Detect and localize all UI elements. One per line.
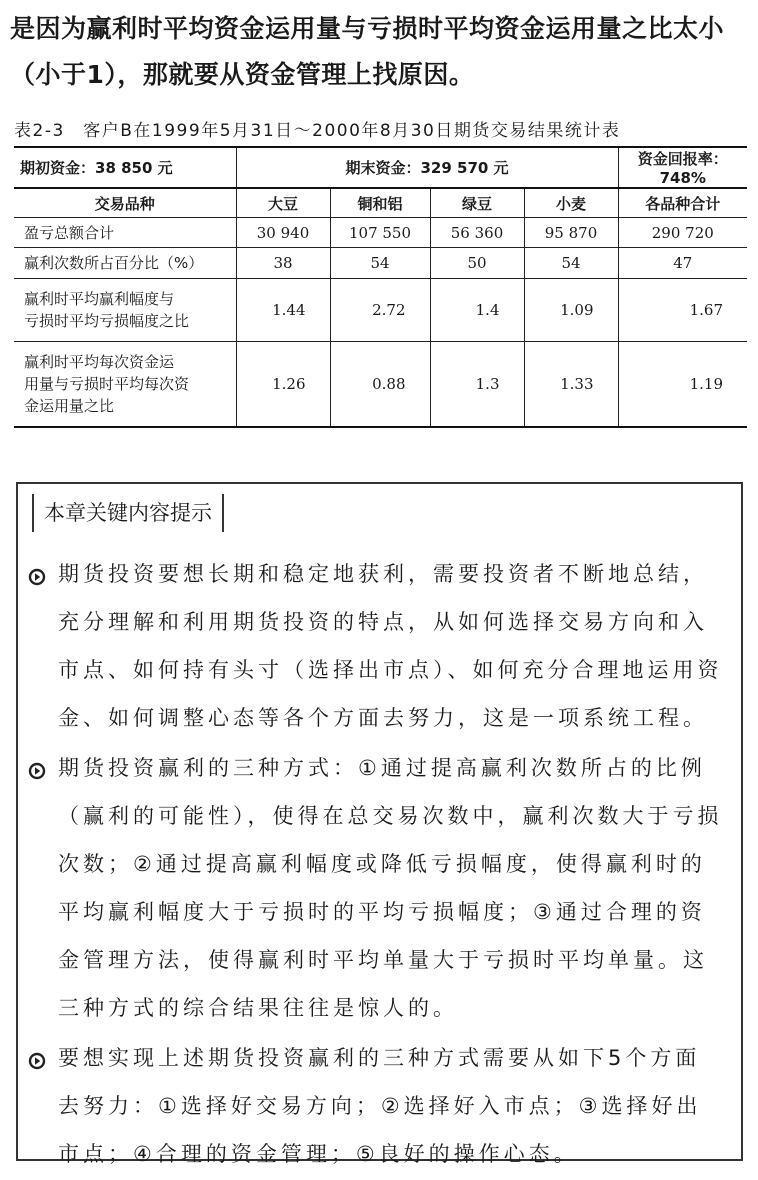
final-capital: 期末资金：329 570 元 — [236, 147, 618, 188]
row-label-line: 金运用量之比 — [24, 397, 115, 415]
return-rate: 资金回报率：748% — [618, 147, 747, 188]
row-label-line: 亏损时平均亏损幅度之比 — [24, 312, 190, 330]
circle-arrow-bullet-icon — [28, 568, 46, 586]
table-row — [14, 279, 747, 342]
key-point-line: 要想实现上述期货投资赢利的三种方式需要从如下5个方面 — [58, 1046, 701, 1070]
key-point-item — [28, 1034, 733, 1178]
table-caption: 表2-3 客户B在1999年5月31日～2000年8月30日期货交易结果统计表 — [14, 121, 621, 141]
table-cell: 95 870 — [524, 218, 618, 248]
initial-capital: 期初资金：38 850 元 — [14, 147, 236, 188]
table-cell: 50 — [430, 248, 524, 279]
table-cell: 290 720 — [618, 218, 747, 248]
table-header-row — [14, 147, 747, 188]
row-label: 盈亏总额合计 — [14, 218, 236, 248]
circle-arrow-bullet-icon — [28, 1052, 46, 1070]
row-label-line: 赢利时平均每次资金运 — [24, 353, 175, 371]
column-header: 小麦 — [524, 188, 618, 218]
key-point-line: 金、如何调整心态等各个方面去努力，这是一项系统工程。 — [58, 706, 708, 730]
table-cell: 56 360 — [430, 218, 524, 248]
intro-paragraph — [10, 6, 750, 98]
table-cell: 1.33 — [524, 342, 618, 428]
key-point-line: 期货投资赢利的三种方式：①通过提高赢利次数所占的比例 — [58, 756, 706, 780]
row-label-line: 赢利时平均赢利幅度与 — [24, 290, 175, 308]
circle-arrow-bullet-icon — [28, 762, 46, 780]
table-cell: 1.67 — [618, 279, 747, 342]
table-cell: 107 550 — [330, 218, 430, 248]
table-row — [14, 248, 747, 279]
table-cell: 1.09 — [524, 279, 618, 342]
table-cell: 2.72 — [330, 279, 430, 342]
intro-line-2: （小于1），那就要从资金管理上找原因。 — [10, 60, 475, 89]
key-point-item — [28, 744, 733, 1032]
column-header: 大豆 — [236, 188, 330, 218]
table-row — [14, 342, 747, 428]
table-cell: 1.19 — [618, 342, 747, 428]
key-point-line: 充分理解和利用期货投资的特点，从如何选择交易方向和入 — [58, 610, 708, 634]
key-points-title: 本章关键内容提示 — [32, 494, 224, 532]
table-cell: 1.4 — [430, 279, 524, 342]
table-cell: 54 — [330, 248, 430, 279]
key-point-line: 市点；④合理的资金管理；⑤良好的操作心态。 — [58, 1142, 579, 1166]
key-point-line: 市点、如何持有头寸（选择出市点）、如何充分合理地运用资 — [58, 658, 723, 682]
row-label: 赢利次数所占百分比（%） — [14, 248, 236, 279]
intro-line-1: 是因为赢利时平均资金运用量与亏损时平均资金运用量之比太小 — [10, 14, 725, 43]
key-point-line: （赢利的可能性），使得在总交易次数中，赢利次数大于亏损 — [58, 804, 723, 828]
key-point-item — [28, 550, 733, 742]
column-header: 铜和铝 — [330, 188, 430, 218]
row-label — [14, 342, 236, 428]
table-cell: 47 — [618, 248, 747, 279]
key-points-list — [28, 550, 733, 1180]
table-cell: 0.88 — [330, 342, 430, 428]
key-point-line: 次数；②通过提高赢利幅度或降低亏损幅度，使得赢利时的 — [58, 852, 706, 876]
key-points-box — [16, 482, 743, 1166]
key-point-line: 平均赢利幅度大于亏损时的平均亏损幅度；③通过合理的资 — [58, 900, 706, 924]
column-header: 交易品种 — [14, 188, 236, 218]
column-header-row — [14, 188, 747, 218]
table-cell: 38 — [236, 248, 330, 279]
table-cell: 30 940 — [236, 218, 330, 248]
table-cell: 1.26 — [236, 342, 330, 428]
key-point-line: 金管理方法，使得赢利时平均单量大于亏损时平均单量。这 — [58, 948, 708, 972]
row-label-line: 用量与亏损时平均每次资 — [24, 375, 190, 393]
table-cell: 1.3 — [430, 342, 524, 428]
trading-results-table — [14, 146, 747, 428]
key-point-line: 三种方式的综合结果往往是惊人的。 — [58, 996, 458, 1020]
table-cell: 1.44 — [236, 279, 330, 342]
table-row — [14, 218, 747, 248]
key-point-line: 期货投资要想长期和稳定地获利，需要投资者不断地总结， — [58, 562, 708, 586]
key-point-line: 去努力：①选择好交易方向；②选择好入市点；③选择好出 — [58, 1094, 702, 1118]
column-header: 绿豆 — [430, 188, 524, 218]
column-header: 各品种合计 — [618, 188, 747, 218]
row-label — [14, 279, 236, 342]
table-cell: 54 — [524, 248, 618, 279]
